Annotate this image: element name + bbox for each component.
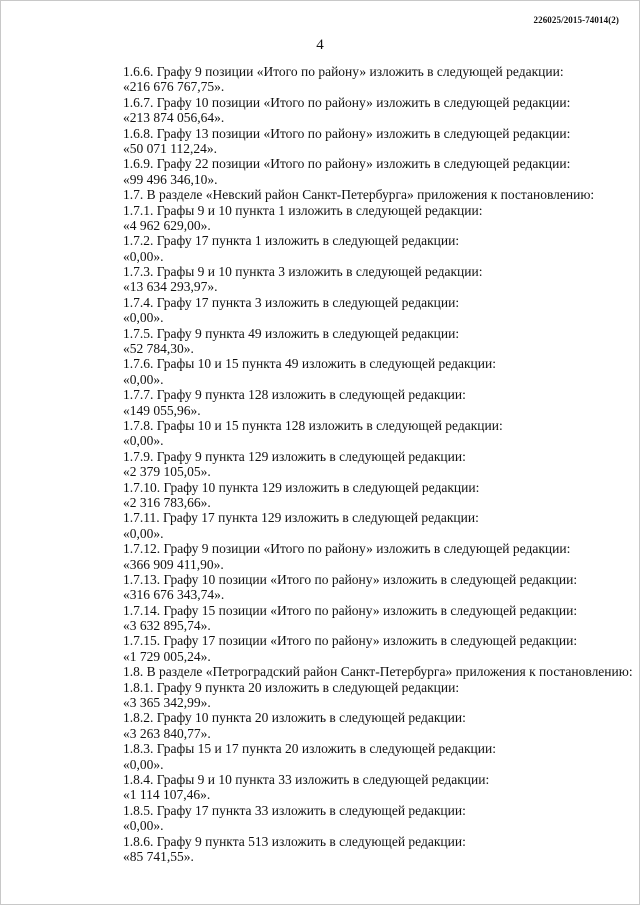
instruction-line: 1.8.3. Графы 15 и 17 пункта 20 изложить в следующей редакции:	[123, 741, 496, 757]
value-line: «50 071 112,24».	[123, 140, 217, 156]
instruction-line: 1.7.13. Графу 10 позиции «Итого по району» изложить в следующей редакции:	[123, 571, 578, 587]
document-body	[123, 64, 633, 864]
value-line: «3 365 342,99».	[123, 695, 211, 711]
instruction-line: 1.7.4. Графу 17 пункта 3 изложить в следующей редакции:	[123, 294, 460, 310]
instruction-line: 1.8.1. Графу 9 пункта 20 изложить в следующей редакции:	[123, 679, 460, 695]
instruction-line: 1.7.7. Графу 9 пункта 128 изложить в следующей редакции:	[123, 387, 466, 403]
instruction-line: 1.6.9. Графу 22 позиции «Итого по району» изложить в следующей редакции:	[123, 156, 571, 172]
value-line: «0,00».	[123, 371, 164, 387]
value-line: «2 379 105,05».	[123, 464, 211, 480]
value-line: «85 741,55».	[123, 848, 194, 864]
value-line: «0,00».	[123, 525, 164, 541]
value-line: «0,00».	[123, 310, 164, 326]
value-line: «0,00».	[123, 433, 164, 449]
value-line: «213 874 056,64».	[123, 110, 225, 126]
value-line: «4 962 629,00».	[123, 217, 211, 233]
instruction-line: 1.6.7. Графу 10 позиции «Итого по району» изложить в следующей редакции:	[123, 94, 571, 110]
value-line: «0,00».	[123, 756, 164, 772]
instruction-line: 1.7.9. Графу 9 пункта 129 изложить в следующей редакции:	[123, 448, 466, 464]
value-line: «216 676 767,75».	[123, 79, 225, 95]
instruction-line: 1.6.8. Графу 13 позиции «Итого по району» изложить в следующей редакции:	[123, 125, 571, 141]
value-line: «316 676 343,74».	[123, 587, 225, 603]
instruction-line: 1.8.2. Графу 10 пункта 20 изложить в следующей редакции:	[123, 710, 466, 726]
instruction-line: 1.7.3. Графы 9 и 10 пункта 3 изложить в следующей редакции:	[123, 264, 483, 280]
value-line: «3 632 895,74».	[123, 618, 211, 634]
value-line: «1 729 005,24».	[123, 648, 211, 664]
instruction-line: 1.7.5. Графу 9 пункта 49 изложить в следующей редакции:	[123, 325, 460, 341]
value-line: «366 909 411,90».	[123, 556, 224, 572]
value-line: «2 316 783,66».	[123, 494, 211, 510]
value-line: «99 496 346,10».	[123, 171, 218, 187]
instruction-line: 1.8.4. Графы 9 и 10 пункта 33 изложить в следующей редакции:	[123, 771, 490, 787]
value-line: «0,00».	[123, 818, 164, 834]
instruction-line: 1.7.6. Графы 10 и 15 пункта 49 изложить в следующей редакции:	[123, 356, 496, 372]
instruction-line: 1.7.11. Графу 17 пункта 129 изложить в следующей редакции:	[123, 510, 479, 526]
instruction-line: 1.6.6. Графу 9 позиции «Итого по району» изложить в следующей редакции:	[123, 64, 564, 79]
instruction-line: 1.7.15. Графу 17 позиции «Итого по району» изложить в следующей редакции:	[123, 633, 578, 649]
instruction-line: 1.7.1. Графы 9 и 10 пункта 1 изложить в следующей редакции:	[123, 202, 483, 218]
value-line: «3 263 840,77».	[123, 725, 211, 741]
value-line: «0,00».	[123, 248, 164, 264]
instruction-line: 1.8.6. Графу 9 пункта 513 изложить в следующей редакции:	[123, 833, 466, 849]
instruction-line: 1.8. В разделе «Петроградский район Санкт-Петербурга» приложения к постановлению:	[123, 664, 633, 680]
page-number: 4	[316, 37, 324, 53]
instruction-line: 1.7.14. Графу 15 позиции «Итого по району» изложить в следующей редакции:	[123, 602, 578, 618]
instruction-line: 1.7.8. Графы 10 и 15 пункта 128 изложить в следующей редакции:	[123, 417, 503, 433]
instruction-line: 1.7.12. Графу 9 позиции «Итого по району» изложить в следующей редакции:	[123, 541, 571, 557]
instruction-line: 1.7.10. Графу 10 пункта 129 изложить в следующей редакции:	[123, 479, 480, 495]
instruction-line: 1.7.2. Графу 17 пункта 1 изложить в следующей редакции:	[123, 233, 460, 249]
value-line: «1 114 107,46».	[123, 787, 211, 803]
value-line: «149 055,96».	[123, 402, 201, 418]
instruction-line: 1.8.5. Графу 17 пункта 33 изложить в следующей редакции:	[123, 802, 466, 818]
value-line: «13 634 293,97».	[123, 279, 218, 295]
instruction-line: 1.7. В разделе «Невский район Санкт-Петербурга» приложения к постановлению:	[123, 187, 595, 203]
document-id: 226025/2015-74014(2)	[533, 15, 619, 25]
value-line: «52 784,30».	[123, 341, 194, 357]
